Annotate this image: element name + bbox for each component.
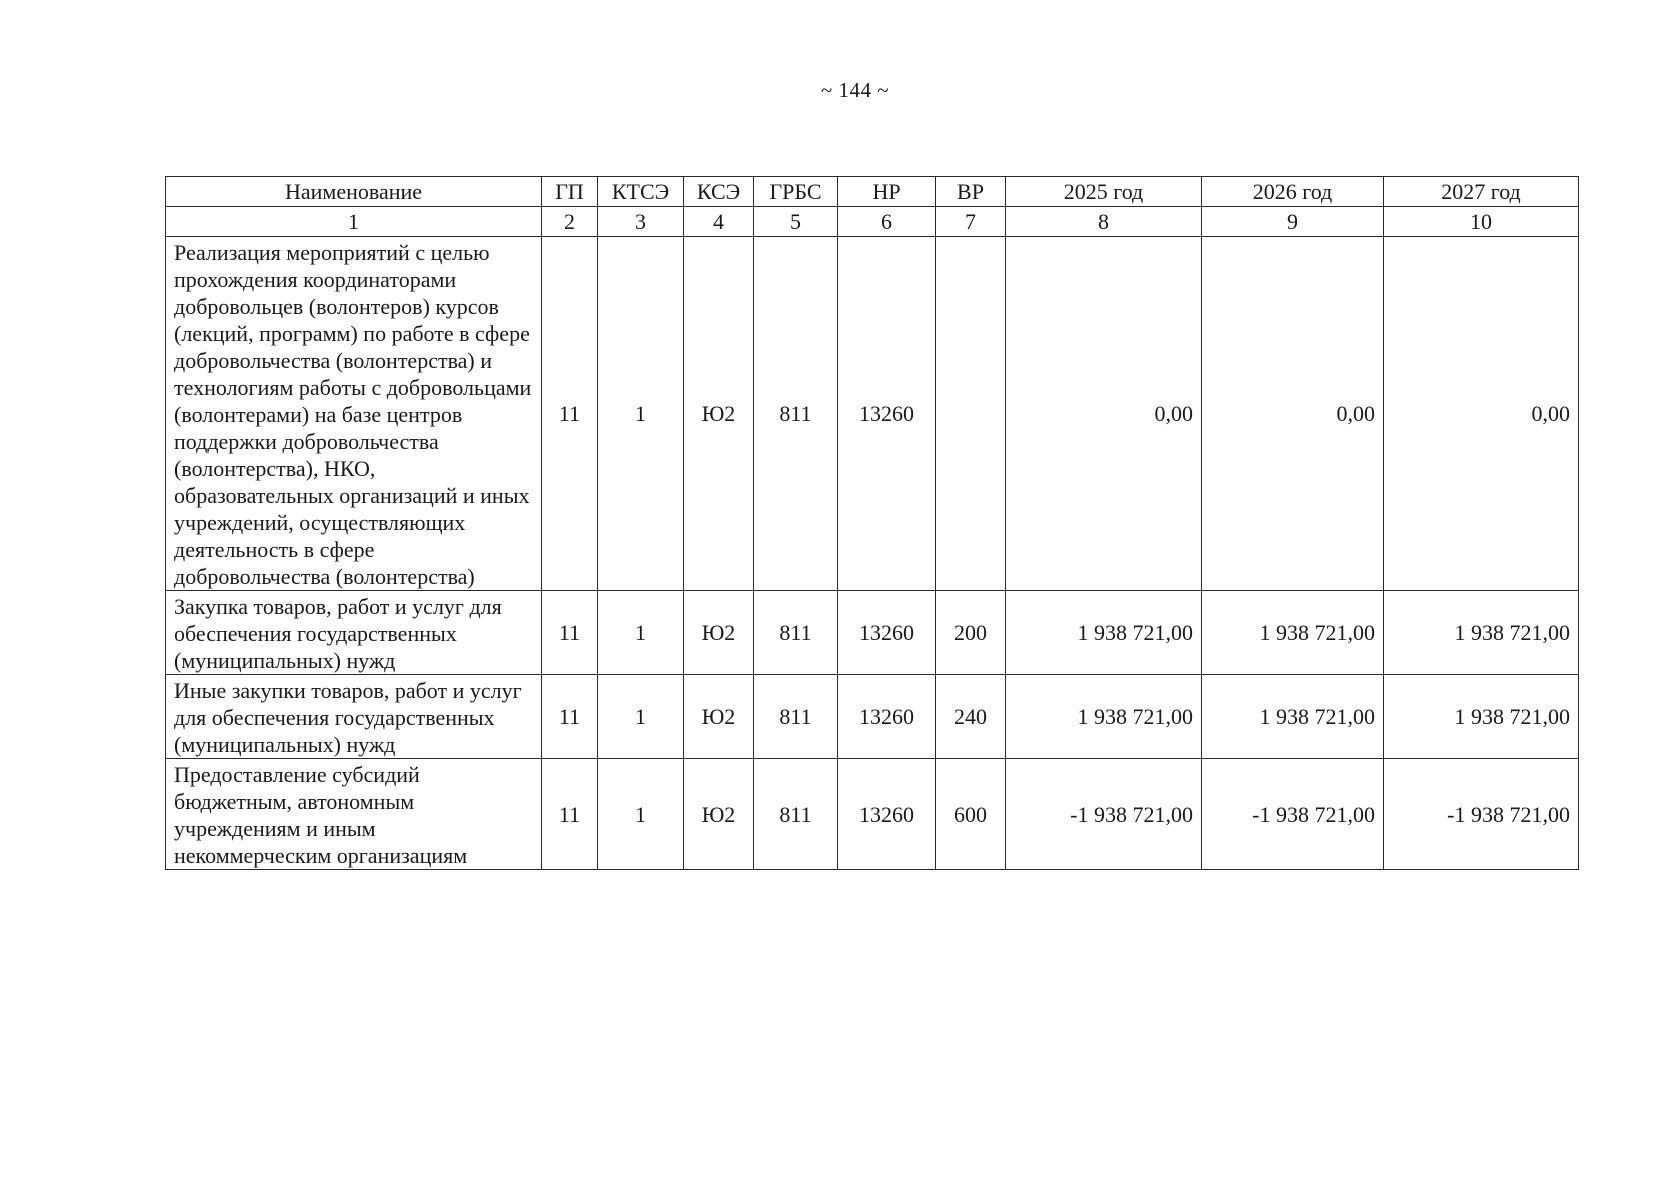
grbs-cell: 811 bbox=[754, 759, 838, 870]
header-name: Наименование bbox=[166, 177, 542, 207]
amount-2027-cell: 0,00 bbox=[1384, 237, 1579, 591]
gp-cell: 11 bbox=[542, 237, 598, 591]
header-2026: 2026 год bbox=[1202, 177, 1384, 207]
gp-cell: 11 bbox=[542, 591, 598, 675]
amount-2025-cell: 0,00 bbox=[1006, 237, 1202, 591]
header-row bbox=[166, 177, 1579, 207]
column-number-row bbox=[166, 207, 1579, 237]
amount-2026-cell: 1 938 721,00 bbox=[1202, 591, 1384, 675]
column-number: 2 bbox=[542, 207, 598, 237]
table-row bbox=[166, 759, 1579, 870]
gp-cell: 11 bbox=[542, 675, 598, 759]
grbs-cell: 811 bbox=[754, 237, 838, 591]
kse-cell: Ю2 bbox=[684, 591, 754, 675]
column-number: 6 bbox=[838, 207, 936, 237]
column-number: 5 bbox=[754, 207, 838, 237]
header-vr: ВР bbox=[936, 177, 1006, 207]
header-2027: 2027 год bbox=[1384, 177, 1579, 207]
budget-table bbox=[165, 176, 1579, 870]
nr-cell: 13260 bbox=[838, 675, 936, 759]
table-row bbox=[166, 675, 1579, 759]
header-nr: НР bbox=[838, 177, 936, 207]
kse-cell: Ю2 bbox=[684, 237, 754, 591]
amount-2026-cell: 0,00 bbox=[1202, 237, 1384, 591]
amount-2025-cell: -1 938 721,00 bbox=[1006, 759, 1202, 870]
vr-cell: 240 bbox=[936, 675, 1006, 759]
kse-cell: Ю2 bbox=[684, 759, 754, 870]
gp-cell: 11 bbox=[542, 759, 598, 870]
kse-cell: Ю2 bbox=[684, 675, 754, 759]
column-number: 10 bbox=[1384, 207, 1579, 237]
vr-cell bbox=[936, 237, 1006, 591]
vr-cell: 200 bbox=[936, 591, 1006, 675]
amount-2026-cell: 1 938 721,00 bbox=[1202, 675, 1384, 759]
column-number: 3 bbox=[598, 207, 684, 237]
nr-cell: 13260 bbox=[838, 759, 936, 870]
amount-2027-cell: 1 938 721,00 bbox=[1384, 675, 1579, 759]
column-number: 9 bbox=[1202, 207, 1384, 237]
amount-2027-cell: -1 938 721,00 bbox=[1384, 759, 1579, 870]
row-name-cell: Закупка товаров, работ и услуг для обеспечения государственных (муниципальных) нужд bbox=[166, 591, 542, 675]
ktse-cell: 1 bbox=[598, 759, 684, 870]
grbs-cell: 811 bbox=[754, 591, 838, 675]
column-number: 1 bbox=[166, 207, 542, 237]
header-ktse: КТСЭ bbox=[598, 177, 684, 207]
column-number: 8 bbox=[1006, 207, 1202, 237]
header-gp: ГП bbox=[542, 177, 598, 207]
ktse-cell: 1 bbox=[598, 675, 684, 759]
amount-2027-cell: 1 938 721,00 bbox=[1384, 591, 1579, 675]
vr-cell: 600 bbox=[936, 759, 1006, 870]
amount-2025-cell: 1 938 721,00 bbox=[1006, 675, 1202, 759]
page-number: ~ 144 ~ bbox=[820, 78, 890, 102]
nr-cell: 13260 bbox=[838, 237, 936, 591]
header-kse: КСЭ bbox=[684, 177, 754, 207]
header-grbs: ГРБС bbox=[754, 177, 838, 207]
ktse-cell: 1 bbox=[598, 237, 684, 591]
table-row bbox=[166, 237, 1579, 591]
grbs-cell: 811 bbox=[754, 675, 838, 759]
column-number: 7 bbox=[936, 207, 1006, 237]
row-name-cell: Предоставление субсидий бюджетным, автономным учреждениям и иным некоммерческим организациям bbox=[166, 759, 542, 870]
ktse-cell: 1 bbox=[598, 591, 684, 675]
amount-2025-cell: 1 938 721,00 bbox=[1006, 591, 1202, 675]
column-number: 4 bbox=[684, 207, 754, 237]
header-2025: 2025 год bbox=[1006, 177, 1202, 207]
amount-2026-cell: -1 938 721,00 bbox=[1202, 759, 1384, 870]
row-name-cell: Иные закупки товаров, работ и услуг для обеспечения государственных (муниципальных) нужд bbox=[166, 675, 542, 759]
nr-cell: 13260 bbox=[838, 591, 936, 675]
row-name-cell: Реализация мероприятий с целью прохождения координаторами добровольцев (волонтеров) курсов (лекций, программ) по работе в сфере добровольчества (волонтерства) и технологиям работы с добровольцами (волонтерами) на базе центров поддержки добровольчества (волонтерства), НКО, образовательных организаций и иных учреждений, осуществляющих деятельность в сфере добровольчества (волонтерства) bbox=[166, 237, 542, 591]
table-row bbox=[166, 591, 1579, 675]
